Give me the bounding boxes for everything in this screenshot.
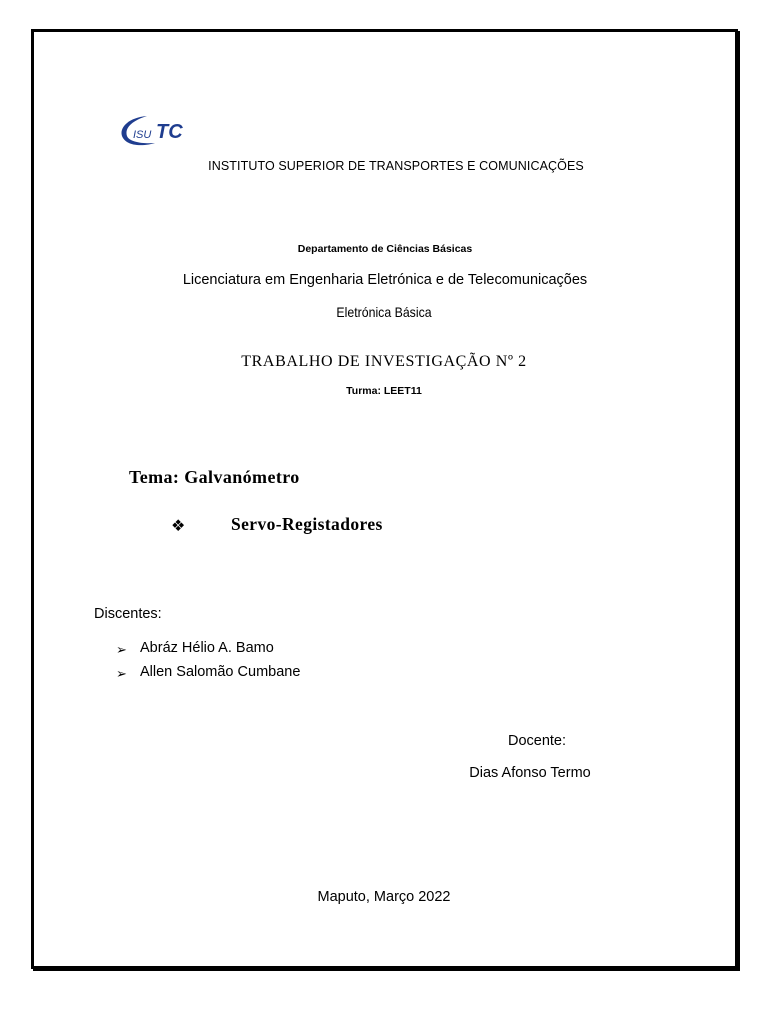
teacher-name: Dias Afonso Termo (469, 765, 591, 781)
student-name: Abráz Hélio A. Bamo (140, 640, 274, 656)
course-name: Licenciatura em Engenharia Eletrónica e de Telecomunicações (182, 272, 588, 288)
theme-title: Tema: Galvanómetro (129, 467, 300, 487)
isutc-logo-graphic (117, 112, 207, 158)
teacher-label: Docente: (507, 733, 567, 749)
assignment-title: TRABALHO DE INVESTIGAÇÃO Nº 2 (241, 353, 527, 370)
place-date: Maputo, Março 2022 (317, 889, 451, 905)
arrow-bullet-icon: ➢ (116, 666, 127, 681)
student-name: Allen Salomão Cumbane (140, 664, 301, 680)
department-name: Departamento de Ciências Básicas (297, 243, 473, 255)
arrow-bullet-icon: ➢ (116, 642, 127, 657)
class-label: Turma: LEET11 (346, 385, 422, 397)
logo-text-isu: ISU (133, 129, 152, 141)
subject-name: Eletrónica Básica (336, 304, 432, 320)
topic-title: Servo-Registadores (231, 514, 383, 534)
institute-logo (117, 112, 207, 158)
topic-bullet-icon: ❖ (171, 518, 186, 535)
logo-text-tc: TC (156, 121, 183, 143)
institute-name: INSTITUTO SUPERIOR DE TRANSPORTES E COMUNICAÇÕES (208, 159, 584, 173)
students-label: Discentes: (94, 606, 162, 622)
